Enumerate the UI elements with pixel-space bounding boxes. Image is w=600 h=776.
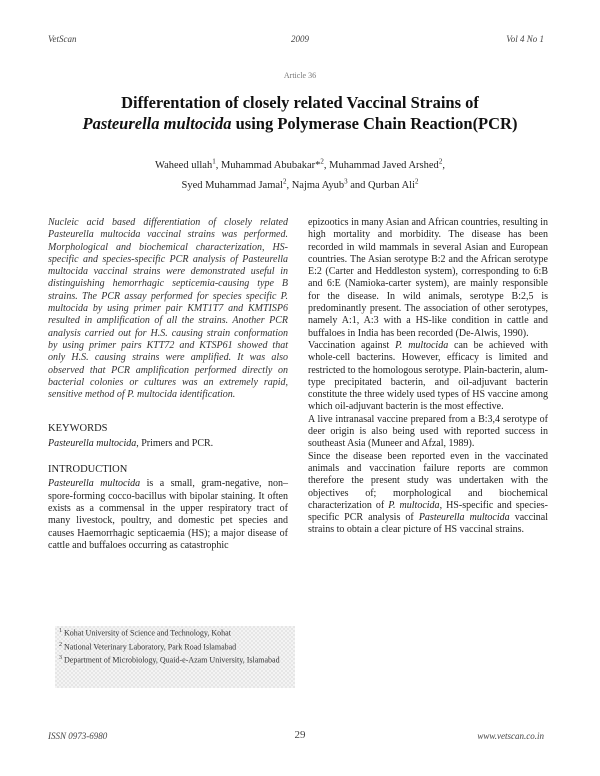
journal-name: VetScan [48, 34, 77, 44]
author: Najma Ayub$^3$ and [291, 177, 369, 191]
title-line-2-rest: using Polymerase Chain Reaction(PCR) [231, 114, 518, 133]
left-column [48, 217, 288, 552]
paragraph: epizootics in many Asian and African countries, resulting in high mortality and morbidity. The disease has been recorded in wild mammals in several Asian and European countries. The Asian serotype B:2 and the African serotype E:2 (Carter and Heddleston system), corresponding to 6:B and 6:E (Namioka-carter system), are mainly responsible for the disease. In wild animals, serotype B:2,5 is predominantly present. The association of other serotypes, namely A:1, A:3 with a HS-like condition in cattle and buffaloes in India has been recorded (De-Alwis, 1990). [308, 217, 548, 339]
introduction-text: Pasteurella multocida is a small, gram-negative, non–spore-forming cocco-bacillus with bipolar staining. It often exists as a commensal in the upper respiratory tract of many livestock, poultry, and domestic pet species and causes Haemorrhagic septicaemia (HS); a major disease of cattle and buffaloes occurring as catastrophic [48, 478, 288, 551]
author-list [60, 153, 540, 194]
title-line-2 [40, 113, 560, 134]
affiliation-footnotes [55, 626, 295, 688]
abstract: Nucleic acid based differentiation of closely related Pasteurella multocida vaccinal strains was performed. Morphological and biochemical characterization, HS-specific and species-specific PCR analysis of Pasteurella multocida vaccinal strains were demonstrated useful in distinguishing hemorrhagic septicemia-causing type B strains. The PCR assay performed for species specific P. multocida by using primer pair KMT1T7 and KMTISP6 resulted in amplification of all the strains. Another PCR analysis carried out for H.S. causing strain conformation by using primer pairs KTT72 and KTSP61 showed that only H.S. causing strains were amplified. It was also observed that PCR amplification performed directly on bacterial colonies or cultures was an extremely rapid, sensitive method of P. multocida identification. [48, 217, 288, 401]
footnote: $^3$ Department of Microbiology, Quaid-e-Azam University, Islamabad [59, 655, 280, 665]
website-url: www.vetscan.co.in [477, 731, 544, 741]
paper-title [40, 92, 560, 134]
footnote: $^1$ Kohat University of Science and Technology, Kohat [59, 628, 231, 638]
keywords-text: Pasteurella multocida, Primers and PCR. [48, 437, 214, 449]
journal-year: 2009 [291, 34, 309, 44]
author: Muhammad Abubakar*$^2$, [220, 157, 330, 171]
author: Waheed ullah$^1$, [155, 157, 221, 171]
paragraph: Since the disease been reported even in the vaccinated animals and vaccination failure reports are common therefore the present study was undertaken with the objectives of; morphological and biochemical characterization of P. multocida, HS-specific and species-specific PCR analysis of Pasteurella multocida vaccinal strains to obtain a clear picture of HS vaccinal strains. [308, 450, 549, 536]
author: Qurban Ali$^2$ [368, 177, 419, 191]
footnote: $^2$ National Veterinary Laboratory, Park Road Islamabad [59, 641, 237, 652]
page-number: 29 [294, 729, 306, 741]
author: Syed Muhammad Jamal$^2$, [181, 177, 292, 191]
right-column [308, 217, 548, 537]
paragraph: A live intranasal vaccine prepared from a B:3,4 serotype of deer origin is also being used with reported success in southeast Asia (Muneer and Afzal, 1989). [308, 413, 548, 450]
article-number: Article 36 [283, 71, 317, 80]
introduction-heading: INTRODUCTION [48, 464, 128, 476]
author: Muhammad Javed Arshed$^2$, [329, 157, 445, 171]
keywords-heading: KEYWORDS [48, 423, 108, 435]
title-line-1: Differentation of closely related Vaccinal Strains of [121, 93, 479, 112]
journal-volume: Vol 4 No 1 [506, 34, 544, 44]
issn: ISSN 0973-6980 [48, 731, 108, 741]
paragraph: Vaccination against P. multocida can be achieved with whole-cell bacterins. However, efficacy is limited and restricted to the homologous serotype. Plain-bacterin, alum-type precipitated bacterin, and oil-adjuvant bacterin constitute the three widely used types of HS vaccine among which oil-adjuvant bacterin is the most effective. [308, 339, 548, 413]
title-species: Pasteurella multocida [82, 114, 232, 133]
